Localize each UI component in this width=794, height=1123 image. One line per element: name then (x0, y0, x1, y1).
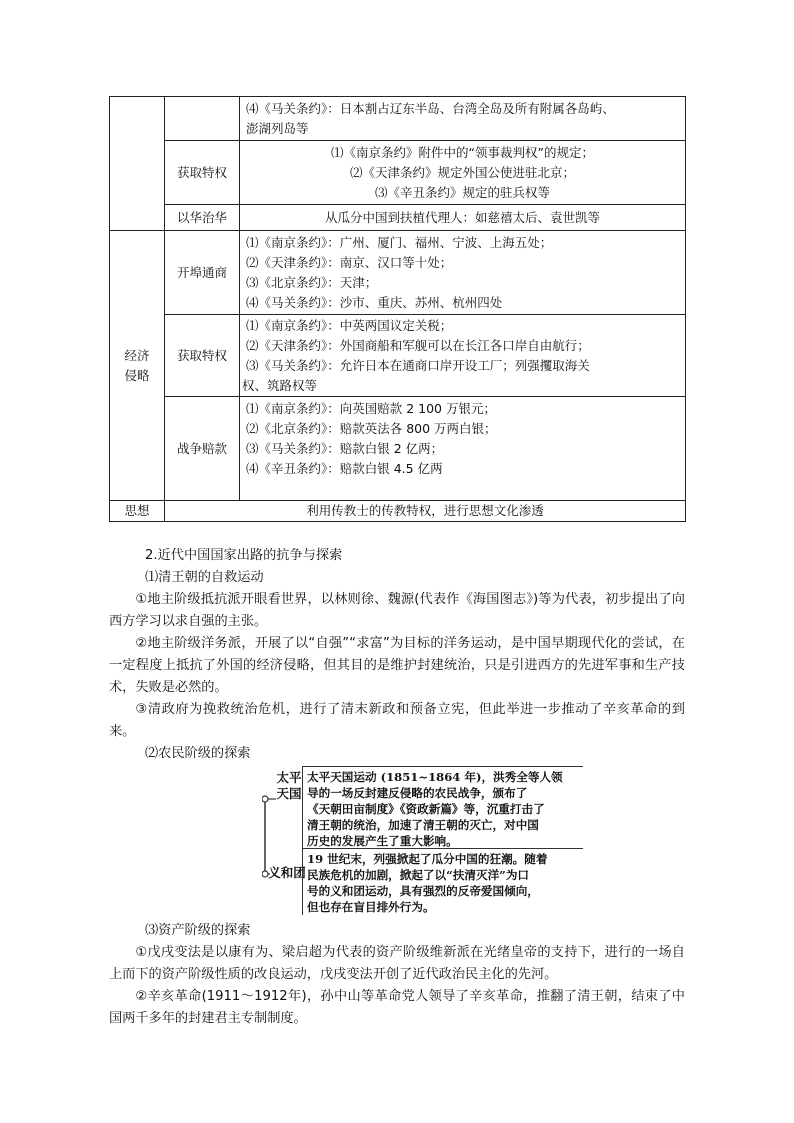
thought-category-cell: 思想 (110, 501, 165, 522)
category-label: 侵略 (124, 367, 150, 383)
text-line: ⑶《马关条约》：允许日本在通商口岸开设工厂；列强攫取海关 (246, 357, 590, 373)
text-line: 导的一场反封建反侵略的农民战争，颁布了 (307, 786, 528, 800)
table-row (110, 205, 686, 231)
section-2-text-continued (109, 920, 685, 1030)
paragraph: ②辛亥革命(1911～1912年)，孙中山等革命党人领导了辛亥革命，推翻了清王朝，结束了中国两千多年的封建君主专制制度。 (109, 989, 685, 1026)
taiping-box (302, 766, 583, 849)
maguan-content-cell (240, 97, 686, 141)
row-content (240, 141, 686, 205)
table-row (110, 501, 686, 522)
row-label: 获取特权 (165, 315, 240, 397)
category-label: 经济 (124, 347, 150, 363)
text-line: 号的义和团运动，具有强烈的反帝爱国倾向， (307, 884, 539, 898)
subsection-title: ⑴清王朝的自救运动 (145, 570, 264, 585)
political-category-cell (110, 97, 165, 231)
row-content (240, 315, 686, 397)
subsection-title: ⑶资产阶级的探索 (145, 923, 251, 938)
paragraph: ①戊戌变法是以康有为、梁启超为代表的资产阶级维新派在光绪皇帝的支持下，进行的一场自上而下的资产阶级性质的改良运动，戊戌变法开创了近代政治民主化的先河。 (109, 945, 685, 982)
row-content: 从瓜分中国到扶植代理人：如慈禧太后、袁世凯等 (240, 205, 686, 231)
row-label: 获取特权 (165, 141, 240, 205)
row-content (240, 231, 686, 315)
text-line: 历史的发展产生了重大影响。 (307, 834, 458, 848)
boxer-box (302, 848, 583, 915)
text-line: 澎湖列岛等 (246, 120, 309, 136)
text-line: ⑴《南京条约》附件中的“领事裁判权”的规定； (331, 144, 594, 160)
economic-category-cell (110, 231, 165, 501)
paragraph: ①地主阶级抵抗派开眼看世界，以林则徐、魏源(代表作《海国图志》)等为代表，初步提出了向西方学习以求自强的主张。 (109, 592, 685, 629)
section-title: 2.近代中国国家出路的抗争与探索 (145, 548, 343, 563)
text-line: ⑷《辛丑条约》：赔款白银 4.5 亿两 (246, 461, 443, 476)
table-row (110, 315, 686, 397)
paragraph: ②地主阶级洋务派，开展了以“自强”“求富”为目标的洋务运动，是中国早期现代化的尝试，在一定程度上抵抗了外国的经济侵略，但其目的是维护封建统治，只是引进西方的先进军事和生产技术，失败是必然的。 (109, 636, 685, 695)
table-row (110, 397, 686, 501)
text-line: ⑶《北京条约》：天津； (246, 274, 378, 290)
text-line: ⑵《天津条约》：南京、汉口等十处； (246, 254, 453, 270)
text-line: 权、筑路权等 (242, 377, 318, 393)
table-row (110, 231, 686, 315)
row-label: 战争赔款 (165, 397, 240, 501)
row-label: 开埠通商 (165, 231, 240, 315)
text-line: ⑷《马关条约》：沙市、重庆、苏州、杭州四处 (246, 294, 503, 310)
text-line: ⑵《天津条约》：外国商船和军舰可以在长江各口岸自由航行； (246, 337, 590, 353)
peasant-exploration-diagram (262, 766, 582, 916)
label-line: 太平 (276, 770, 302, 785)
text-line: ⑵《天津条约》规定外国公使进驻北京； (349, 164, 575, 180)
text-line: 太平天国运动 (1851~1864 年)，洪秀全等人领 (307, 770, 563, 784)
boxer-label: 义和团 (268, 865, 306, 880)
text-line: ⑶《辛丑条约》规定的驻兵权等 (374, 184, 550, 200)
row-content (240, 397, 686, 501)
text-line: ⑷《马关条约》：日本割占辽东半岛、台湾全岛及所有附属各岛屿、 (246, 100, 615, 116)
text-line: 清王朝的统治，加速了清王朝的灭亡，对中国 (307, 818, 539, 832)
paragraph: ③清政府为挽救统治危机，进行了清末新政和预备立宪，但此举进一步推动了辛亥革命的到来。 (109, 702, 685, 739)
text-line: 《天朝田亩制度》《资政新篇》等，沉重打击了 (307, 802, 545, 816)
row-content: 利用传教士的传教特权，进行思想文化渗透 (165, 501, 686, 522)
text-line: ⑵《北京条约》：赔款英法各 800 万两白银； (246, 421, 497, 436)
text-line: ⑶《马关条约》：赔款白银 2 亿两； (246, 441, 444, 456)
text-line: ⑴《南京条约》：向英国赔款 2 100 万银元； (246, 401, 496, 416)
text-line: ⑴《南京条约》：广州、厦门、福州、宁波、上海五处； (246, 234, 553, 250)
text-line: ⑴《南京条约》：中英两国议定关税； (246, 317, 453, 333)
taiping-label (275, 770, 303, 802)
section-2-text (109, 545, 685, 765)
label-line: 天国 (276, 786, 302, 801)
text-line: 19 世纪末，列强掀起了瓜分中国的狂潮。随着 (307, 852, 548, 866)
text-line: 但也存在盲目排外行为。 (307, 900, 435, 914)
table-row (110, 141, 686, 205)
row-label: 以华治华 (165, 205, 240, 231)
subsection-title: ⑵农民阶级的探索 (145, 746, 251, 761)
maguan-sub-cell (165, 97, 240, 141)
table-row (110, 97, 686, 141)
text-line: 民族危机的加剧，掀起了以“扶清灭洋”为口 (307, 868, 530, 882)
treaty-table (109, 96, 686, 522)
